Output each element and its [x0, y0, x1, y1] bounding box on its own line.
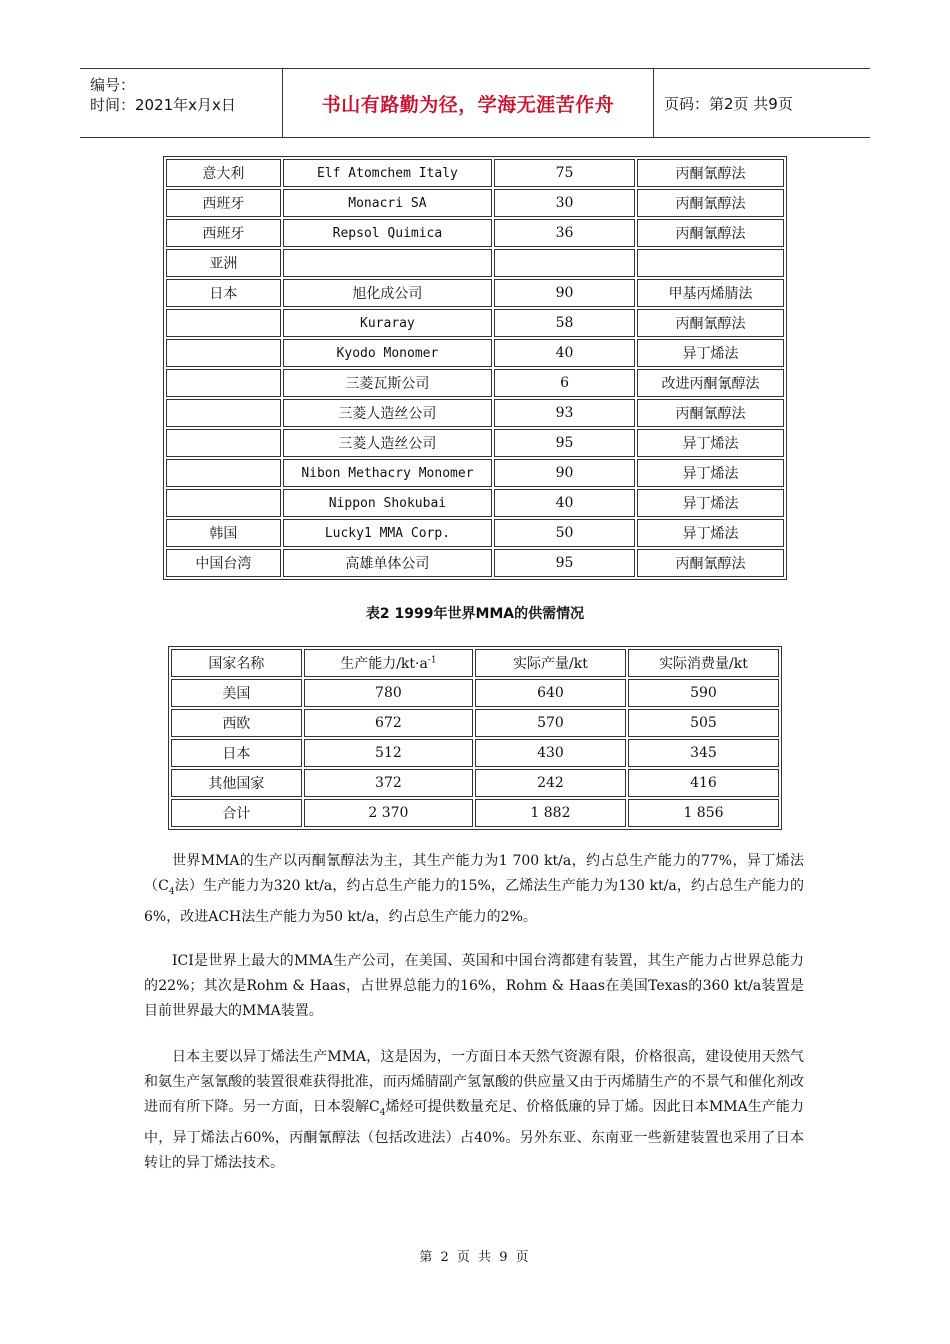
- table-row: [166, 309, 784, 337]
- table-cell: Lucky1 MMA Corp.: [283, 519, 492, 547]
- table-row: [166, 429, 784, 457]
- table-cell: Nippon Shokubai: [283, 489, 492, 517]
- table-cell: [283, 249, 492, 277]
- table-cell: 6: [494, 369, 635, 397]
- paragraph-production-methods: [144, 849, 804, 930]
- table-cell: [166, 429, 281, 457]
- table-row: [171, 739, 779, 767]
- p3-subscript: 4: [379, 1107, 386, 1118]
- table-cell: Elf Atomchem Italy: [283, 159, 492, 187]
- table-cell: 93: [494, 399, 635, 427]
- header-meta: [80, 69, 283, 137]
- header-cell-output: 实际产量/kt: [475, 649, 626, 677]
- table-cell: [166, 399, 281, 427]
- supply-demand-table-body: [171, 679, 779, 827]
- table-cell: 西欧: [171, 709, 302, 737]
- table-row: [171, 679, 779, 707]
- table-cell: 90: [494, 279, 635, 307]
- table-cell: 95: [494, 549, 635, 577]
- table-cell: 丙酮氰醇法: [637, 219, 784, 247]
- table-cell: 1 856: [628, 799, 779, 827]
- producer-table-body: [166, 159, 784, 577]
- page-header: [80, 68, 870, 138]
- table-row: [171, 799, 779, 827]
- table-cell: 780: [304, 679, 473, 707]
- table-cell: 95: [494, 429, 635, 457]
- table-cell: [637, 249, 784, 277]
- table-cell: 430: [475, 739, 626, 767]
- table-cell: [166, 489, 281, 517]
- table-cell: 丙酮氰醇法: [637, 159, 784, 187]
- table-row: [166, 339, 784, 367]
- table-row: [166, 219, 784, 247]
- table-row: [166, 459, 784, 487]
- table-cell: 1 882: [475, 799, 626, 827]
- table-header-row: [171, 649, 779, 677]
- table-cell: 372: [304, 769, 473, 797]
- table-cell: 2 370: [304, 799, 473, 827]
- header-cell-consumption: 实际消费量/kt: [628, 649, 779, 677]
- table-cell: 36: [494, 219, 635, 247]
- p1-subscript: 4: [168, 886, 175, 897]
- table-cell: [166, 459, 281, 487]
- table-row: [166, 549, 784, 577]
- table-cell: [494, 249, 635, 277]
- paragraph-ici: ICI是世界上最大的MMA生产公司，在美国、英国和中国台湾都建有装置，其生产能力占世界总能力的22%；其次是Rohm & Haas，占世界总能力的16%，Rohm & Haas在美国Texas的360 kt/a装置是目前世界最大的MMA装置。: [144, 953, 804, 1019]
- table2-caption: 表2 1999年世界MMA的供需情况: [365, 606, 585, 622]
- table-cell: [166, 339, 281, 367]
- p3-text-a: 日本主要以异丁烯法生产MMA，这是因为，一方面日本天然气资源有限，价格很高，建设使用天然气和氨生产氢氰酸的装置很难获得批准，而丙烯腈副产氢氰酸的供应量又由于丙烯腈生产的不景气和催化剂改进而有所下降。另一方面，日本裂解C: [144, 1049, 804, 1115]
- header-cell-country: 国家名称: [171, 649, 302, 677]
- table-cell: 高雄单体公司: [283, 549, 492, 577]
- table-cell: 672: [304, 709, 473, 737]
- table-cell: 西班牙: [166, 189, 281, 217]
- capacity-unit-sup: -1: [427, 655, 437, 666]
- table-cell: 505: [628, 709, 779, 737]
- table-cell: 其他国家: [171, 769, 302, 797]
- table-cell: 50: [494, 519, 635, 547]
- paragraph-japan: [144, 1045, 804, 1176]
- table-cell: 异丁烯法: [637, 339, 784, 367]
- table-cell: 异丁烯法: [637, 489, 784, 517]
- table-cell: 改进丙酮氰醇法: [637, 369, 784, 397]
- table-cell: 异丁烯法: [637, 429, 784, 457]
- header-page-cell: [654, 69, 870, 137]
- table-cell: 甲基丙烯腈法: [637, 279, 784, 307]
- table-cell: 丙酮氰醇法: [637, 549, 784, 577]
- table-cell: 日本: [166, 279, 281, 307]
- table-cell: 416: [628, 769, 779, 797]
- table-cell: 三菱瓦斯公司: [283, 369, 492, 397]
- table-cell: 旭化成公司: [283, 279, 492, 307]
- table-cell: 日本: [171, 739, 302, 767]
- p3-text-b: 烯烃可提供数量充足、价格低廉的异丁烯。因此日本MMA生产能力中，异丁烯法占60%，丙酮氰醇法（包括改进法）占40%。另外东亚、东南亚一些新建装置也采用了日本转让的异丁烯法技术。: [144, 1099, 804, 1171]
- table-cell: 三菱人造丝公司: [283, 399, 492, 427]
- table-cell: 美国: [171, 679, 302, 707]
- table-cell: 58: [494, 309, 635, 337]
- table-cell: 90: [494, 459, 635, 487]
- table-row: [166, 519, 784, 547]
- table-cell: Nibon Methacry Monomer: [283, 459, 492, 487]
- table-cell: 40: [494, 489, 635, 517]
- table-cell: 意大利: [166, 159, 281, 187]
- table-row: [171, 769, 779, 797]
- table-row: [166, 279, 784, 307]
- table-cell: 丙酮氰醇法: [637, 309, 784, 337]
- table-cell: Monacri SA: [283, 189, 492, 217]
- header-motto: 书山有路勤为径，学海无涯苦作舟: [321, 93, 615, 116]
- table-cell: [166, 369, 281, 397]
- table-cell: 异丁烯法: [637, 519, 784, 547]
- table-cell: 75: [494, 159, 635, 187]
- p1-text-a: 世界MMA的生产以丙酮氰醇法为主，其生产能力为1 700 kt/a，约占总生产能力的77%，异丁烯法（C: [144, 853, 804, 894]
- p1-text-b: 法）生产能力为320 kt/a，约占总生产能力的15%，乙烯法生产能力为130 kt/a，约占总生产能力的6%，改进ACH法生产能力为50 kt/a，约占总生产能力的2%。: [144, 878, 804, 925]
- header-motto-cell: [283, 69, 654, 137]
- table-cell: Kyodo Monomer: [283, 339, 492, 367]
- table-cell: 中国台湾: [166, 549, 281, 577]
- table-row: [166, 159, 784, 187]
- capacity-label: 生产能力/kt·a: [340, 656, 428, 672]
- table-cell: 590: [628, 679, 779, 707]
- table-cell: 丙酮氰醇法: [637, 189, 784, 217]
- table-cell: 242: [475, 769, 626, 797]
- table-cell: 30: [494, 189, 635, 217]
- table-cell: 亚洲: [166, 249, 281, 277]
- table-cell: 345: [628, 739, 779, 767]
- table-cell: 三菱人造丝公司: [283, 429, 492, 457]
- table-cell: 640: [475, 679, 626, 707]
- table-row: [166, 489, 784, 517]
- supply-demand-table: [168, 646, 782, 830]
- table-row: [166, 369, 784, 397]
- page-footer: 第 2 页 共 9 页: [419, 1250, 531, 1265]
- header-cell-capacity: [304, 649, 473, 677]
- table-cell: 512: [304, 739, 473, 767]
- producer-table: [163, 156, 787, 580]
- time-label: 时间：2021年x月x日: [90, 96, 236, 114]
- table-cell: 西班牙: [166, 219, 281, 247]
- table-cell: Repsol Quimica: [283, 219, 492, 247]
- table-row: [171, 709, 779, 737]
- table-cell: 570: [475, 709, 626, 737]
- table-cell: [166, 309, 281, 337]
- table-cell: 丙酮氰醇法: [637, 399, 784, 427]
- table-cell: 韩国: [166, 519, 281, 547]
- header-page-label: 页码：第2页 共9页: [664, 94, 793, 113]
- table-row: [166, 399, 784, 427]
- table-cell: 40: [494, 339, 635, 367]
- number-label: 编号：: [90, 76, 136, 94]
- table-row: [166, 249, 784, 277]
- table-cell: 合计: [171, 799, 302, 827]
- table-cell: 异丁烯法: [637, 459, 784, 487]
- table-cell: Kuraray: [283, 309, 492, 337]
- table-row: [166, 189, 784, 217]
